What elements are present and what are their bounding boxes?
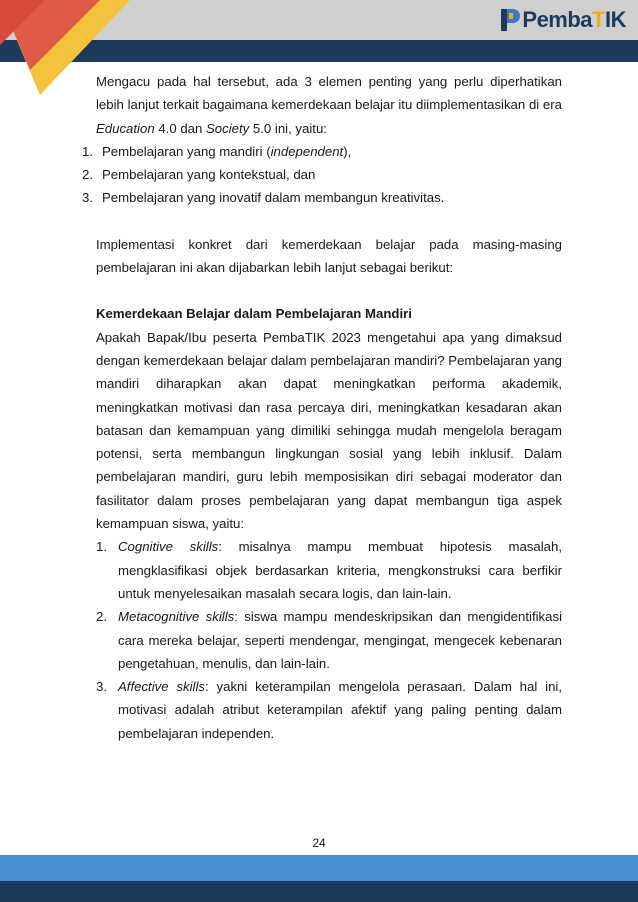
body-paragraph: Apakah Bapak/Ibu peserta PembaTIK 2023 mengetahui apa yang dimaksud dengan kemerdekaan belajar dalam pembelajaran mandiri? Pembelajaran yang mandiri diharapkan akan dapat meningkatkan performa akademik, meningkatkan motivasi dan rasa percaya diri, meningkatkan kesadaran akan batasan dan kemampuan yang dimiliki sehingga mudah mengelola beragam potensi, serta membangun lingkungan sosial yang lebih inklusif. Dalam pembelajaran mandiri, guru lebih memposisikan diri sebagai moderator dan fasilitator dalam proses pembelajaran yang dapat membangun tiga aspek kemampuan siswa, yaitu: bbox=[96, 329, 562, 532]
page-number: 24 bbox=[312, 836, 326, 850]
page-content bbox=[82, 70, 562, 745]
list-item: 2. Pembelajaran yang kontekstual, dan bbox=[82, 167, 316, 183]
intro-paragraph: Mengacu pada hal tersebut, ada 3 elemen penting yang perlu diperhatikan lebih lanjut terkait bagaimana kemerdekaan belajar itu diimplementasikan di era Education 4.0 dan Society 5.0 ini, yaitu: bbox=[96, 74, 562, 136]
skills-list bbox=[96, 535, 562, 745]
list-item: 3. Affective skills: yakni keterampilan mengelola perasaan. Dalam hal ini, motivasi adalah atribut keterampilan afektif yang paling penting dalam pembelajaran independen. bbox=[96, 679, 562, 741]
list-item: 3. Pembelajaran yang inovatif dalam membangun kreativitas. bbox=[82, 190, 445, 206]
logo-mark-icon bbox=[499, 7, 521, 33]
logo-text-part3: IK bbox=[605, 7, 626, 32]
list-item: 2. Metacognitive skills: siswa mampu mendeskripsikan dan mengidentifikasi cara mereka belajar, seperti mendengar, mengingat, mengecek kebenaran pengetahuan, menulis, dan lain-lain. bbox=[96, 609, 562, 671]
logo-text-part1: Pemba bbox=[522, 7, 593, 32]
footer-band-light bbox=[0, 855, 638, 881]
section-heading: Kemerdekaan Belajar dalam Pembelajaran Mandiri bbox=[96, 306, 412, 322]
element-list bbox=[82, 140, 562, 210]
pembatik-logo bbox=[499, 6, 626, 34]
list-item: 1. Cognitive skills: misalnya mampu membuat hipotesis masalah, mengklasifikasi objek berdasarkan kriteria, mengkonstruksi cara berfikir untuk menyelesaikan masalah secara logis, dan lain-lain. bbox=[96, 539, 562, 601]
footer-band-dark bbox=[0, 881, 638, 902]
logo-text-part2: T bbox=[592, 7, 605, 32]
list-item: 1. Pembelajaran yang mandiri (independent), bbox=[82, 143, 352, 159]
implementation-paragraph: Implementasi konkret dari kemerdekaan belajar pada masing-masing pembelajaran ini akan dijabarkan lebih lanjut sebagai berikut: bbox=[96, 236, 562, 276]
